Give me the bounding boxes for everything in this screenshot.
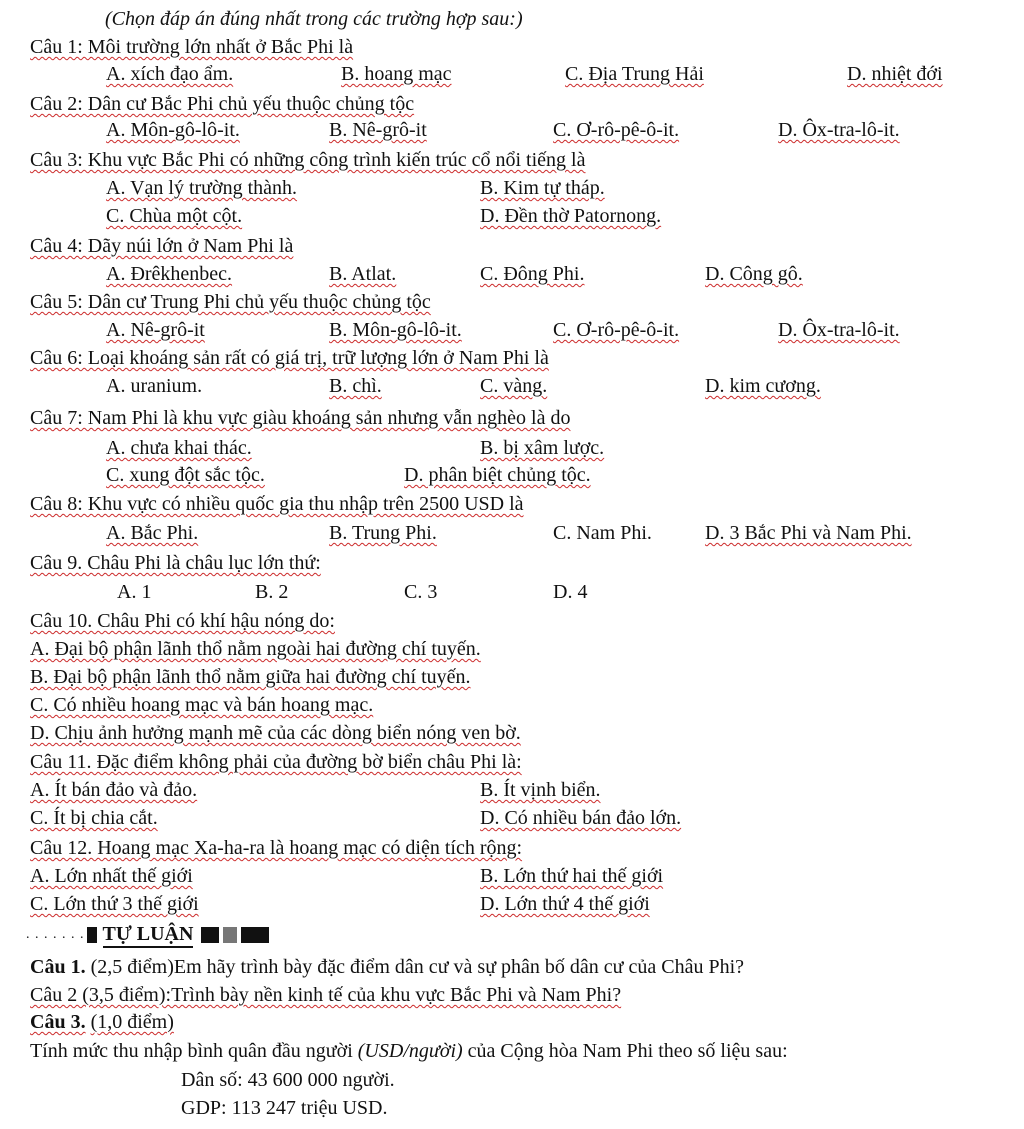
q12-option-c: C. Lớn thứ 3 thế giới: [30, 893, 199, 915]
essay-q3-prompt: [30, 1039, 788, 1063]
question-11: Câu 11. Đặc điểm không phải của đường bờ biển châu Phi là:: [30, 751, 522, 773]
section-heading: [26, 923, 269, 947]
q2-option-c: C. Ơ-rô-pê-ô-it.: [553, 119, 680, 141]
q8-option-a: A. Bắc Phi.: [106, 522, 199, 544]
q3-option-b: B. Kim tự tháp.: [480, 177, 605, 199]
essay-q3-prompt-a: Tính mức thu nhập bình quân đầu người: [30, 1040, 358, 1062]
q11-option-d: D. Có nhiều bán đảo lớn.: [480, 807, 682, 829]
q11-option-c: C. Ít bị chia cắt.: [30, 807, 158, 829]
question-8: Câu 8: Khu vực có nhiều quốc gia thu nhập trên 2500 USD là: [30, 493, 524, 515]
q5-option-a: A. Nê-grô-it: [106, 319, 205, 341]
essay-q1-label: Câu 1.: [30, 956, 86, 978]
q10-option-d: D. Chịu ảnh hưởng mạnh mẽ của các dòng biển nóng ven bờ.: [30, 722, 521, 744]
q11-option-b: B. Ít vịnh biển.: [480, 779, 601, 801]
question-5: Câu 5: Dân cư Trung Phi chủ yếu thuộc chủng tộc: [30, 291, 431, 313]
essay-q3-label: Câu 3.: [30, 1011, 86, 1033]
q7-option-d: D. phân biệt chủng tộc.: [404, 464, 591, 486]
q3-option-c: C. Chùa một cột.: [106, 205, 243, 227]
q1-option-a: A. xích đạo ẩm.: [106, 63, 234, 85]
q9-option-b: B. 2: [255, 581, 289, 603]
question-2: Câu 2: Dân cư Bắc Phi chủ yếu thuộc chủng tộc: [30, 93, 415, 115]
q6-option-b: B. chì.: [329, 375, 382, 397]
essay-q3-unit: (USD/người): [357, 1040, 463, 1062]
q4-option-b: B. Atlat.: [329, 263, 397, 285]
q10-option-c: C. Có nhiều hoang mạc và bán hoang mạc.: [30, 694, 374, 716]
redaction-mark: [241, 927, 269, 943]
question-3: Câu 3: Khu vực Bắc Phi có những công trình kiến trúc cổ nổi tiếng là: [30, 149, 586, 171]
instruction: (Chọn đáp án đúng nhất trong các trường hợp sau:): [105, 8, 523, 30]
q9-option-d: D. 4: [553, 581, 588, 603]
q2-option-a: A. Môn-gô-lô-it.: [106, 119, 240, 141]
q12-option-b: B. Lớn thứ hai thế giới: [480, 865, 664, 887]
q10-option-b: B. Đại bộ phận lãnh thổ nằm giữa hai đường chí tuyến.: [30, 666, 471, 688]
q3-option-a: A. Vạn lý trường thành.: [106, 177, 298, 199]
redaction-mark: [223, 927, 237, 943]
essay-question-1: [30, 955, 744, 979]
q7-option-a: A. chưa khai thác.: [106, 437, 252, 459]
q12-option-d: D. Lớn thứ 4 thế giới: [480, 893, 650, 915]
q8-option-b: B. Trung Phi.: [329, 522, 437, 544]
essay-question-2: Câu 2 (3,5 điểm):Trình bày nền kinh tế của khu vực Bắc Phi và Nam Phi?: [30, 984, 622, 1006]
redaction-mark: [201, 927, 219, 943]
q3-option-d: D. Đền thờ Patornong.: [480, 205, 662, 227]
question-6: Câu 6: Loại khoáng sản rất có giá trị, trữ lượng lớn ở Nam Phi là: [30, 347, 549, 369]
section-title: TỰ LUẬN: [103, 923, 194, 948]
q6-option-c: C. vàng.: [480, 375, 548, 397]
q4-option-a: A. Đrêkhenbec.: [106, 263, 233, 285]
q8-option-c: C. Nam Phi.: [553, 522, 652, 544]
q2-option-b: B. Nê-grô-it: [329, 119, 427, 141]
q11-option-a: A. Ít bán đảo và đảo.: [30, 779, 198, 801]
q7-option-c: C. xung đột sắc tộc.: [106, 464, 265, 486]
q6-option-a: A. uranium.: [106, 375, 203, 397]
q12-option-a: A. Lớn nhất thế giới: [30, 865, 193, 887]
q4-option-d: D. Công gô.: [705, 263, 803, 285]
essay-question-3: [30, 1010, 174, 1034]
question-10: Câu 10. Châu Phi có khí hậu nóng do:: [30, 610, 335, 632]
q9-option-c: C. 3: [404, 581, 438, 603]
question-9: Câu 9. Châu Phi là châu lục lớn thứ:: [30, 552, 321, 574]
question-12: Câu 12. Hoang mạc Xa-ha-ra là hoang mạc có diện tích rộng:: [30, 837, 523, 859]
q5-option-c: C. Ơ-rô-pê-ô-it.: [553, 319, 680, 341]
essay-q3-score: (1,0 điểm): [90, 1011, 174, 1033]
q5-option-d: D. Ôx-tra-lô-it.: [778, 319, 900, 341]
essay-q3-prompt-b: của Cộng hòa Nam Phi theo số liệu sau:: [462, 1040, 788, 1062]
q4-option-c: C. Đông Phi.: [480, 263, 585, 285]
redaction-mark: [87, 927, 97, 943]
q10-option-a: A. Đại bộ phận lãnh thổ nằm ngoài hai đường chí tuyến.: [30, 638, 481, 660]
question-7: Câu 7: Nam Phi là khu vực giàu khoáng sản nhưng vẫn nghèo là do: [30, 407, 571, 429]
q2-option-d: D. Ôx-tra-lô-it.: [778, 119, 900, 141]
population-line: Dân số: 43 600 000 người.: [181, 1069, 395, 1091]
gdp-line: GDP: 113 247 triệu USD.: [181, 1097, 388, 1119]
q7-option-b: B. bị xâm lược.: [480, 437, 605, 459]
essay-q1-text: (2,5 điểm)Em hãy trình bày đặc điểm dân cư và sự phân bố dân cư của Châu Phi?: [90, 956, 745, 978]
q6-option-d: D. kim cương.: [705, 375, 821, 397]
q8-option-d: D. 3 Bắc Phi và Nam Phi.: [705, 522, 912, 544]
q1-option-b: B. hoang mạc: [341, 63, 452, 85]
q5-option-b: B. Môn-gô-lô-it.: [329, 319, 462, 341]
question-4: Câu 4: Dãy núi lớn ở Nam Phi là: [30, 235, 294, 257]
section-dots: . . . . . . .: [26, 927, 85, 942]
q1-option-d: D. nhiệt đới: [847, 63, 943, 85]
q1-option-c: C. Địa Trung Hải: [565, 63, 704, 85]
question-1: Câu 1: Môi trường lớn nhất ở Bắc Phi là: [30, 36, 354, 58]
q9-option-a: A. 1: [117, 581, 152, 603]
